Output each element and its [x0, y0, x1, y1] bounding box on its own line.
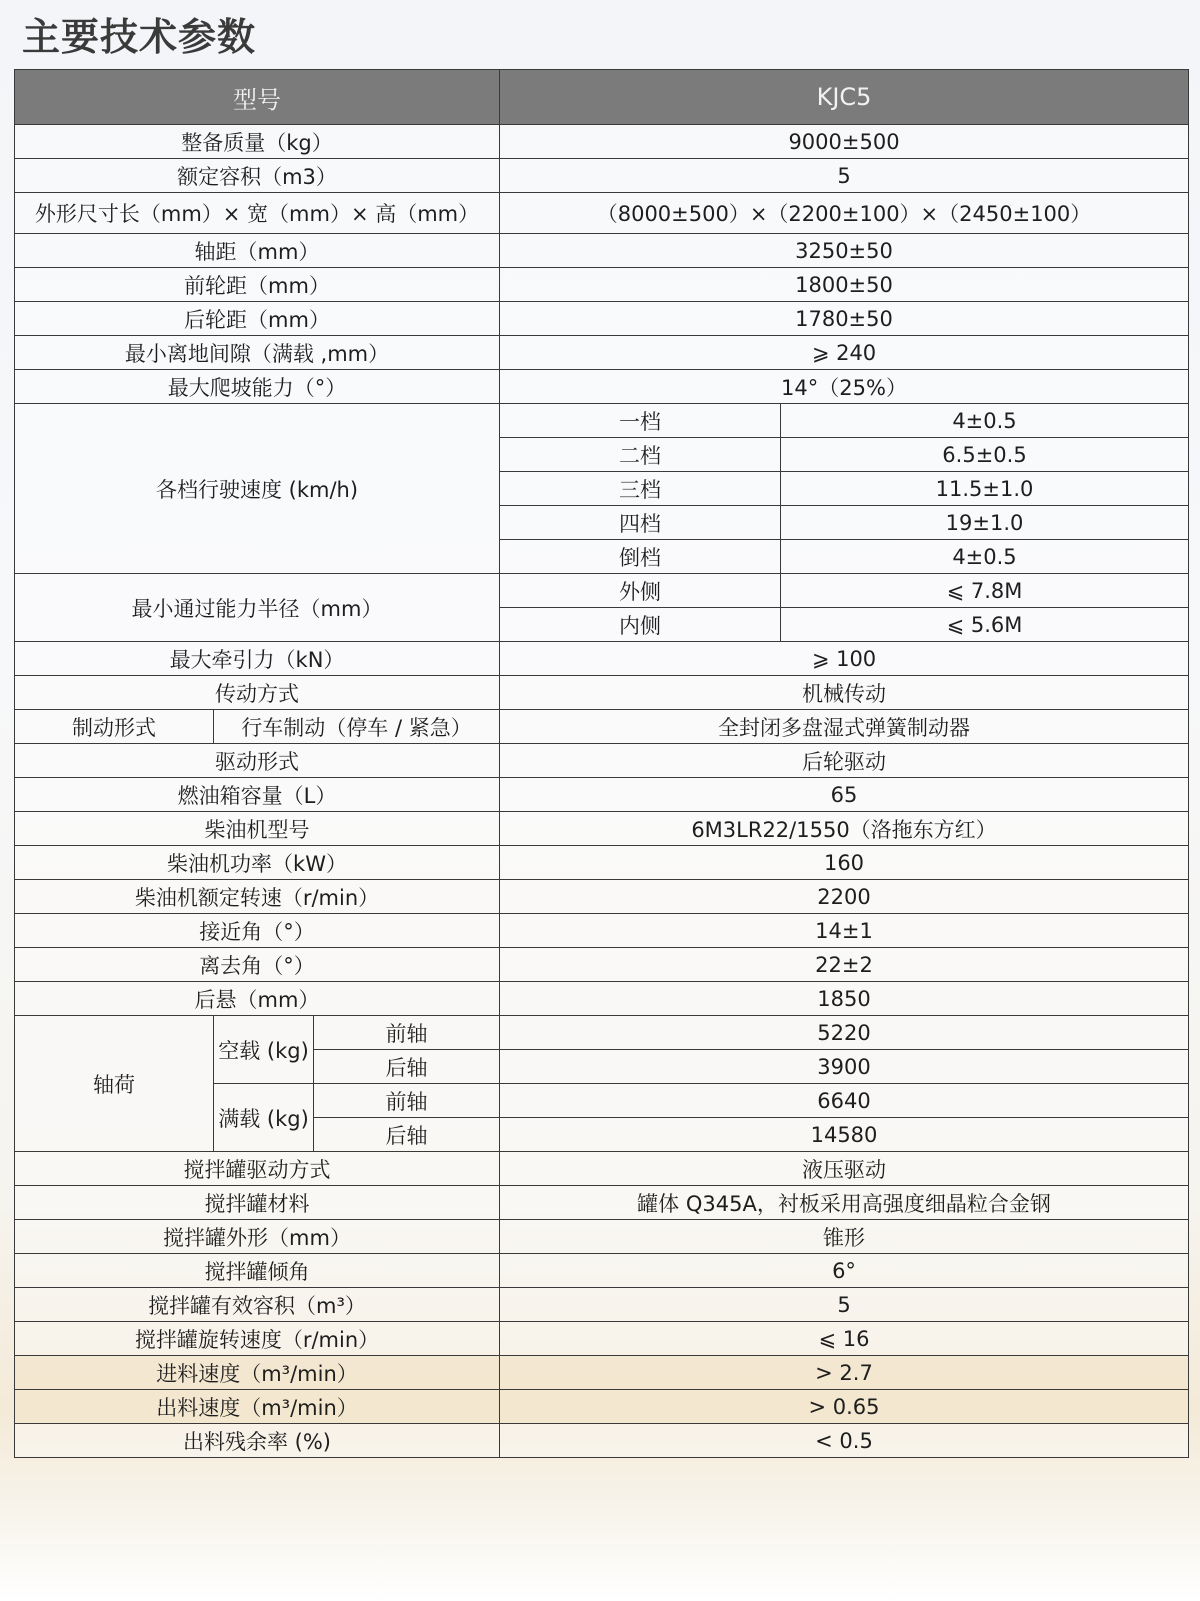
row-label: 离去角（°） [15, 948, 500, 982]
row-label: 搅拌罐旋转速度（r/min） [15, 1322, 500, 1356]
table-row [15, 1254, 1189, 1288]
row-label: 传动方式 [15, 676, 500, 710]
table-row [15, 1390, 1189, 1424]
axle-value: 3900 [500, 1050, 1189, 1084]
row-value: ⩾ 240 [500, 336, 1189, 370]
row-value: 1800±50 [500, 268, 1189, 302]
row-value: 22±2 [500, 948, 1189, 982]
axle-empty-label: 空载 (kg) [214, 1016, 314, 1084]
row-label: 搅拌罐驱动方式 [15, 1152, 500, 1186]
row-value: > 0.65 [500, 1390, 1189, 1424]
table-row [15, 948, 1189, 982]
brake-value: 全封闭多盘湿式弹簧制动器 [500, 710, 1189, 744]
gear-name: 一档 [500, 404, 781, 438]
row-value: > 2.7 [500, 1356, 1189, 1390]
table-row [15, 982, 1189, 1016]
table-row [15, 159, 1189, 193]
turning-side: 外侧 [500, 574, 781, 608]
table-row [15, 1424, 1189, 1458]
row-label: 搅拌罐有效容积（m³） [15, 1288, 500, 1322]
header-label: 型号 [15, 70, 500, 125]
table-row [15, 1186, 1189, 1220]
row-value: 罐体 Q345A，衬板采用高强度细晶粒合金钢 [500, 1186, 1189, 1220]
table-row [15, 812, 1189, 846]
page-title: 主要技术参数 [22, 15, 257, 59]
table-row [15, 846, 1189, 880]
table-row [15, 1152, 1189, 1186]
row-label: 最大爬坡能力（°） [15, 370, 500, 404]
table-row [15, 710, 1189, 744]
row-value: 160 [500, 846, 1189, 880]
axle-position: 后轴 [314, 1050, 500, 1084]
row-label: 进料速度（m³/min） [15, 1356, 500, 1390]
gear-value: 11.5±1.0 [781, 472, 1189, 506]
table-row [15, 1288, 1189, 1322]
gear-name: 倒档 [500, 540, 781, 574]
table-row [15, 125, 1189, 159]
row-label: 轴距（mm） [15, 234, 500, 268]
table-row [15, 302, 1189, 336]
row-value: 1780±50 [500, 302, 1189, 336]
table-row [15, 268, 1189, 302]
table-row [15, 404, 1189, 438]
table-row [15, 574, 1189, 608]
axle-value: 6640 [500, 1084, 1189, 1118]
row-label: 后悬（mm） [15, 982, 500, 1016]
turning-value: ⩽ 7.8M [781, 574, 1189, 608]
row-label: 搅拌罐倾角 [15, 1254, 500, 1288]
row-value: 14±1 [500, 914, 1189, 948]
table-row [15, 914, 1189, 948]
gear-name: 二档 [500, 438, 781, 472]
table-row [15, 642, 1189, 676]
row-value: 14°（25%） [500, 370, 1189, 404]
row-label: 柴油机型号 [15, 812, 500, 846]
row-label: 整备质量（kg） [15, 125, 500, 159]
brake-sub-label: 行车制动（停车 / 紧急） [214, 710, 500, 744]
axle-position: 后轴 [314, 1118, 500, 1152]
row-label: 接近角（°） [15, 914, 500, 948]
axle-full-label: 满载 (kg) [214, 1084, 314, 1152]
table-row [15, 370, 1189, 404]
header-model: KJC5 [500, 70, 1189, 125]
row-label: 额定容积（m3） [15, 159, 500, 193]
row-value: < 0.5 [500, 1424, 1189, 1458]
row-value: 液压驱动 [500, 1152, 1189, 1186]
row-label: 搅拌罐外形（mm） [15, 1220, 500, 1254]
axle-position: 前轴 [314, 1084, 500, 1118]
row-label: 驱动形式 [15, 744, 500, 778]
table-row [15, 1356, 1189, 1390]
table-row [15, 778, 1189, 812]
row-label: 搅拌罐材料 [15, 1186, 500, 1220]
row-value: ⩾ 100 [500, 642, 1189, 676]
speed-label: 各档行驶速度 (km/h) [15, 404, 500, 574]
row-label: 出料残余率 (%) [15, 1424, 500, 1458]
row-label: 后轮距（mm） [15, 302, 500, 336]
table-row [15, 744, 1189, 778]
row-value: ⩽ 16 [500, 1322, 1189, 1356]
row-value: 2200 [500, 880, 1189, 914]
row-label: 最小离地间隙（满载 ,mm） [15, 336, 500, 370]
brake-label: 制动形式 [15, 710, 214, 744]
row-value: 锥形 [500, 1220, 1189, 1254]
gear-value: 19±1.0 [781, 506, 1189, 540]
gear-value: 4±0.5 [781, 404, 1189, 438]
row-label: 燃油箱容量（L） [15, 778, 500, 812]
row-value: 65 [500, 778, 1189, 812]
row-label: 柴油机功率（kW） [15, 846, 500, 880]
row-value: 9000±500 [500, 125, 1189, 159]
row-value: 后轮驱动 [500, 744, 1189, 778]
gear-value: 4±0.5 [781, 540, 1189, 574]
table-row [15, 1322, 1189, 1356]
gear-name: 三档 [500, 472, 781, 506]
turning-side: 内侧 [500, 608, 781, 642]
turning-value: ⩽ 5.6M [781, 608, 1189, 642]
row-value: 1850 [500, 982, 1189, 1016]
row-value: 3250±50 [500, 234, 1189, 268]
table-row [15, 1220, 1189, 1254]
spec-table [14, 69, 1189, 1458]
table-row [15, 676, 1189, 710]
row-label: 前轮距（mm） [15, 268, 500, 302]
row-label: 出料速度（m³/min） [15, 1390, 500, 1424]
table-row [15, 1016, 1189, 1050]
table-row [15, 193, 1189, 234]
axle-label: 轴荷 [15, 1016, 214, 1152]
row-label: 外形尺寸长（mm）× 宽（mm）× 高（mm） [15, 193, 500, 234]
row-value: 5 [500, 159, 1189, 193]
table-row [15, 880, 1189, 914]
row-value: 机械传动 [500, 676, 1189, 710]
table-row [15, 234, 1189, 268]
gear-name: 四档 [500, 506, 781, 540]
axle-value: 5220 [500, 1016, 1189, 1050]
row-value: 6° [500, 1254, 1189, 1288]
table-header-row [15, 70, 1189, 125]
row-label: 最大牵引力（kN） [15, 642, 500, 676]
row-value: 6M3LR22/1550（洛拖东方红） [500, 812, 1189, 846]
axle-value: 14580 [500, 1118, 1189, 1152]
gear-value: 6.5±0.5 [781, 438, 1189, 472]
table-row [15, 336, 1189, 370]
row-value: 5 [500, 1288, 1189, 1322]
row-label: 柴油机额定转速（r/min） [15, 880, 500, 914]
turning-label: 最小通过能力半径（mm） [15, 574, 500, 642]
row-value: （8000±500）×（2200±100）×（2450±100） [500, 193, 1189, 234]
axle-position: 前轴 [314, 1016, 500, 1050]
